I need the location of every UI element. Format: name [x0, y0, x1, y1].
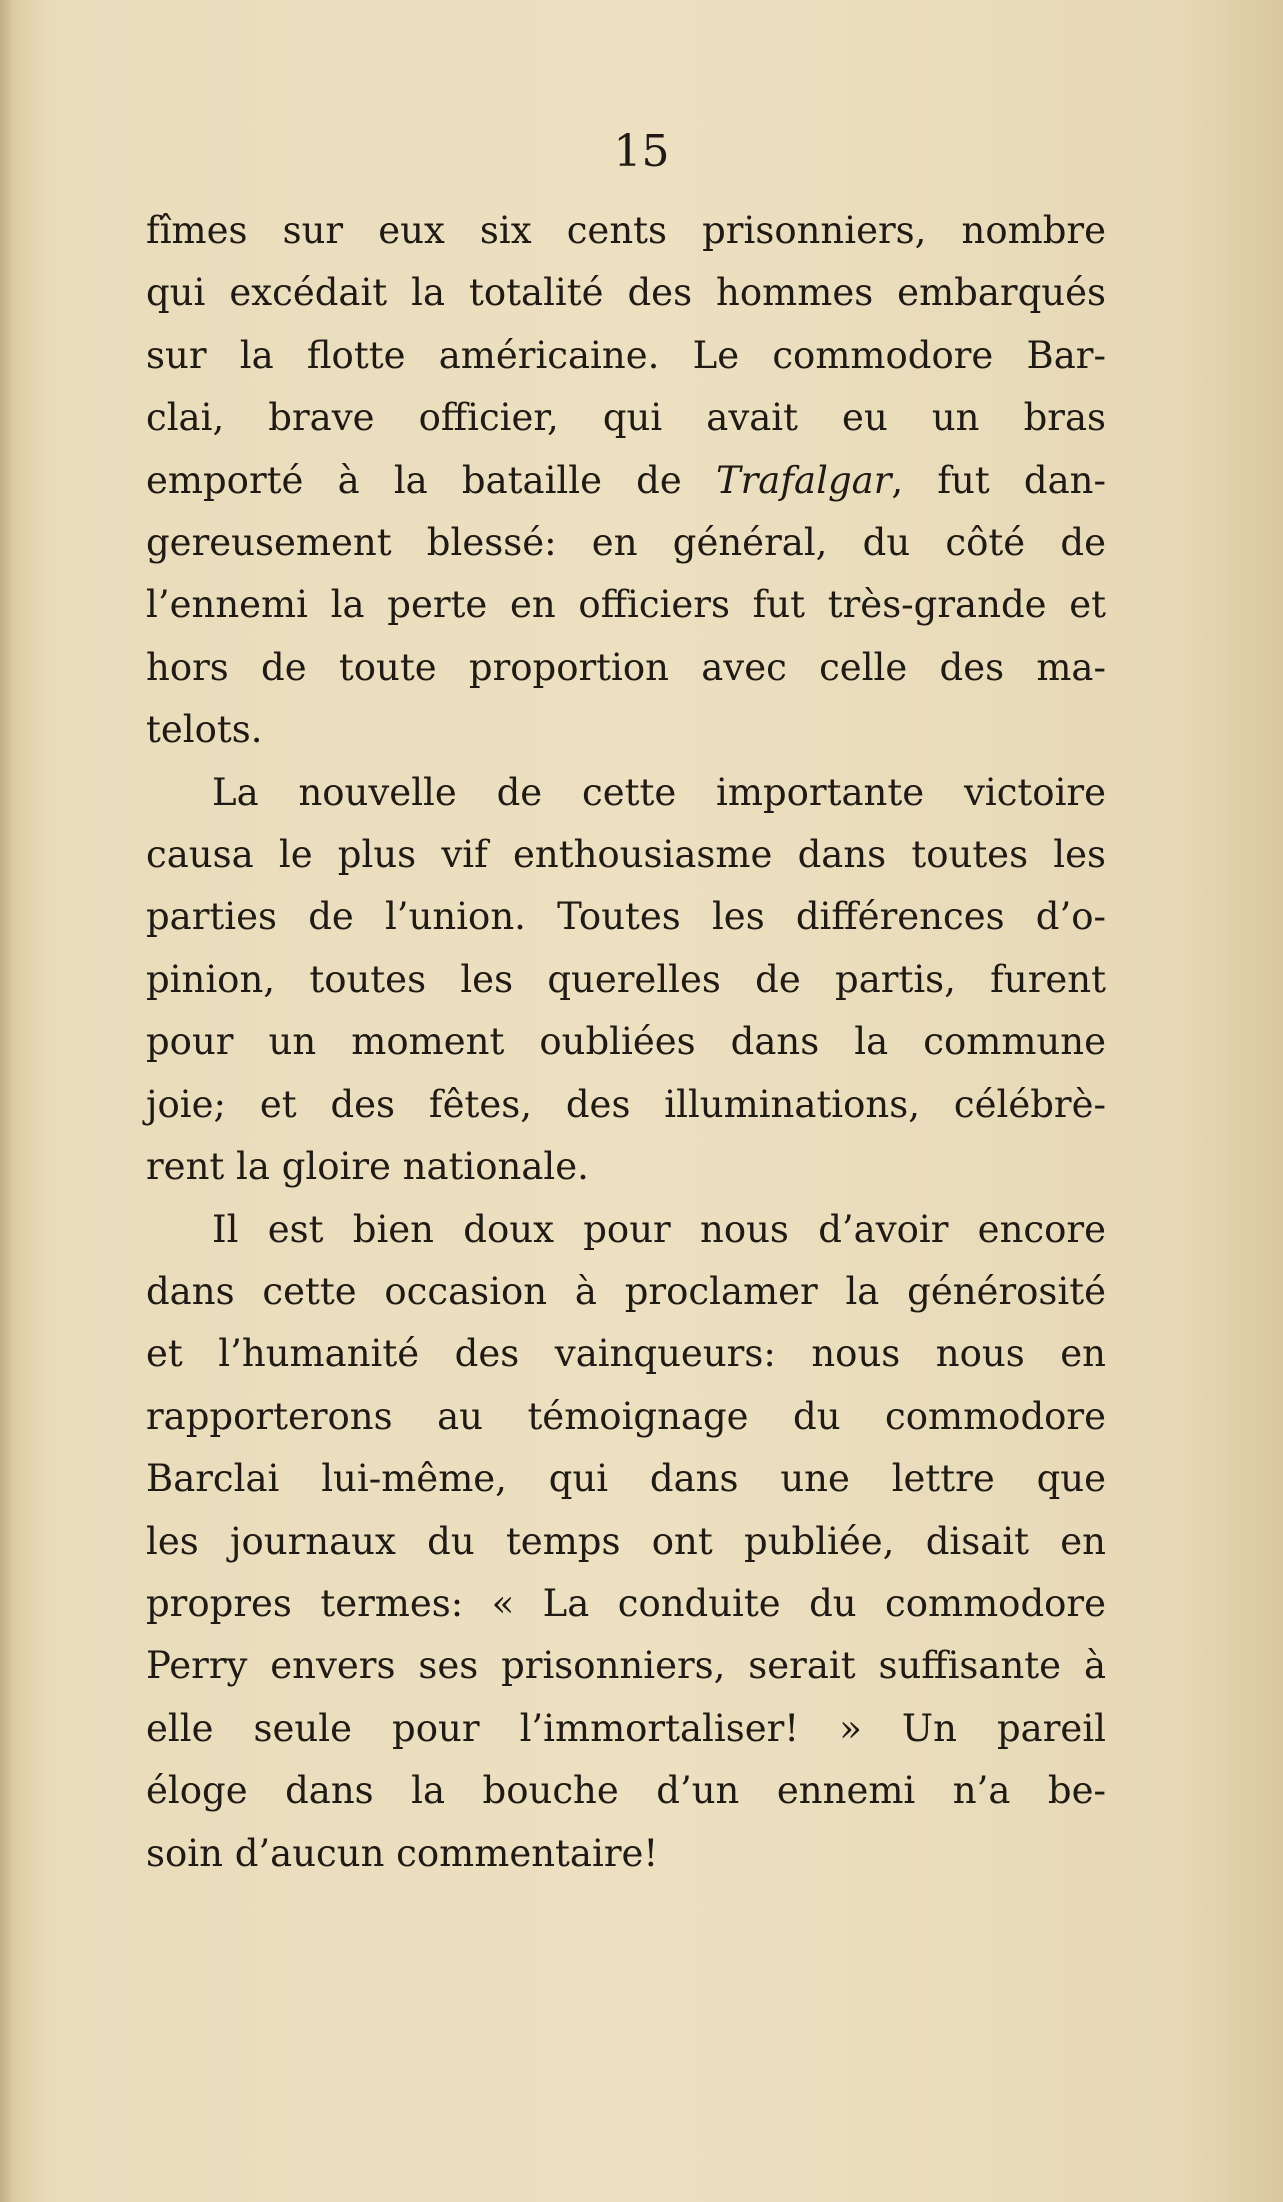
- text-line: propres termes: « La conduite du commodore: [146, 1581, 1106, 1625]
- text-line: fîmes sur eux six cents prisonniers, nombre: [146, 209, 1106, 252]
- text-line: sur la flotte américaine. Le commodore Bar-: [146, 333, 1106, 377]
- text-line: gereusement blessé: en général, du côté de: [146, 521, 1106, 565]
- text-line: [146, 450, 1106, 512]
- text-line: qui excédait la totalité des hommes embarqués: [146, 271, 1106, 315]
- text-run: emporté à la bataille de: [146, 458, 716, 502]
- text-run: , fut dan-: [891, 458, 1106, 502]
- text-line: Perry envers ses prisonniers, serait suffisante à: [146, 1644, 1106, 1688]
- text-line: La nouvelle de cette importante victoire: [212, 770, 1106, 814]
- text-line: telots.: [146, 708, 263, 752]
- text-line: hors de toute proportion avec celle des ma-: [146, 645, 1106, 689]
- text-line: clai, brave officier, qui avait eu un bras: [146, 396, 1106, 440]
- text-line: Il est bien doux pour nous d’avoir encore: [212, 1207, 1106, 1251]
- page-gutter-shadow: [0, 0, 14, 2202]
- paragraph: [146, 762, 1106, 1199]
- text-line: pour un moment oubliées dans la commune: [146, 1020, 1106, 1064]
- text-line: rapporterons au témoignage du commodore: [146, 1394, 1106, 1438]
- text-line: les journaux du temps ont publiée, disait en: [146, 1519, 1106, 1563]
- text-line: causa le plus vif enthousiasme dans toutes les: [146, 833, 1106, 877]
- text-line: pinion, toutes les querelles de partis, furent: [146, 957, 1106, 1001]
- text-line: l’ennemi la perte en officiers fut très-grande et: [146, 583, 1106, 627]
- text-line: rent la gloire nationale.: [146, 1145, 589, 1189]
- text-line: éloge dans la bouche d’un ennemi n’a be-: [146, 1769, 1106, 1813]
- text-line: soin d’aucun commentaire!: [146, 1831, 659, 1875]
- page-number: 15: [613, 126, 670, 177]
- text-line: et l’humanité des vainqueurs: nous nous en: [146, 1332, 1106, 1376]
- text-line: joie; et des fêtes, des illuminations, célébrè-: [146, 1082, 1106, 1126]
- paragraph: [146, 200, 1106, 762]
- text-line: elle seule pour l’immortaliser! » Un pareil: [146, 1706, 1106, 1750]
- body-text: [146, 200, 1106, 1885]
- paragraph: [146, 1199, 1106, 1885]
- italic-place-name: Trafalgar: [715, 458, 892, 502]
- text-line: Barclai lui-même, qui dans une lettre que: [146, 1457, 1106, 1501]
- text-line: parties de l’union. Toutes les différences d’o-: [146, 895, 1106, 939]
- text-line: dans cette occasion à proclamer la générosité: [146, 1269, 1106, 1313]
